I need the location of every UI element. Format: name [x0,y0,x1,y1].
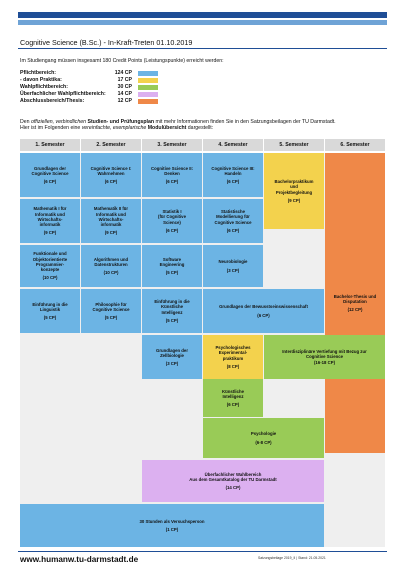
module-text-line: Informatik und [96,211,126,217]
module-text-line: Science) [163,219,181,225]
module-algorithmen [81,245,141,287]
module-psychologie [203,418,324,458]
credit-color-swatch [138,92,158,97]
module-text-line: Cognitive Science [214,219,252,225]
module-text-line: Intelligenz [222,393,244,399]
module-text-line: Linguistik [39,306,61,312]
credit-value: 17 CP [117,77,132,83]
module-text-line: (6 CP) [226,227,240,233]
credit-value: 124 CP [114,70,132,76]
module-text-line: Cognitive Science II: [150,165,194,171]
module-text-line: und [290,184,298,190]
module-text-line: (3 CP) [226,267,240,273]
module-text-line: Statistik I [162,208,182,214]
credit-value: 12 CP [117,98,132,104]
module-text-line: Informatik und [35,211,65,217]
module-text-line: (8 CP) [226,363,240,369]
text-run: dargestellt: [186,125,214,132]
module-text-line: (6 CP) [165,227,179,233]
module-cogsci-1 [81,153,141,197]
module-text-line: (6-8 CP) [255,439,272,445]
text-run-bold: Studien- und Prüfungsplan [86,119,155,125]
semester-header: 6. Semester [325,139,385,151]
module-text-line: Handeln [224,170,242,176]
module-text-line: (6 CP) [257,312,270,318]
module-statistische-modellierung [203,199,263,243]
module-cogsci-3 [203,153,263,197]
credit-label: Wahlpflichtbereich: [20,84,68,90]
credit-value: 14 CP [117,91,132,97]
module-text-line: Datenstrukturen [94,261,128,267]
credit-label: Überfachlicher Wahlpflichtbereich: [20,91,106,97]
module-text-line: Cognitive Science I: [90,165,132,171]
module-text-line: Mathematik I für [33,206,67,212]
module-grundlagen-cogsci [20,153,80,197]
module-text-line: (5 CP) [104,315,118,321]
module-text-line: informatik [100,222,122,228]
footer-divider [18,551,387,552]
module-text-line: Zellbiologie [160,352,184,358]
module-text-line: (12 CP) [347,307,363,313]
text-run: Hier ist im Folgenden eine [20,125,82,132]
info-paragraph [20,119,390,132]
text-run-italic: vereinfachte, exemplarische [81,125,147,132]
module-text-line: (6 CP) [43,179,57,185]
module-text-line: (10 CP) [103,270,119,276]
module-text-line: (5 CP) [43,315,57,321]
module-text-line: (5 CP) [165,270,179,276]
header-bar-light [18,20,387,25]
module-text-line: Programmier- [35,261,65,267]
credit-label: Pflichtbereich: [20,70,57,76]
footer-url[interactable]: www.humanw.tu-darmstadt.de [20,555,139,564]
module-text-line: informatik [39,222,61,228]
module-ueberfachlicher-wahlbereich [142,460,324,502]
info-line [20,125,390,131]
text-run-italic: offiziellen, verbindlichen [30,119,87,125]
module-text-line: Wirtschafts- [98,216,124,222]
module-psych-praktikum [203,335,263,379]
module-text-line: (14 CP) [225,485,241,491]
module-bachelor-thesis [325,153,385,453]
module-text-line: Objektorientierte [32,256,68,262]
module-text-line: (6 CP) [226,179,240,185]
module-software-engineering [142,245,202,287]
module-statistik-1 [142,199,202,243]
module-text-line: Bachelor-Thesis und [333,293,377,299]
credit-color-swatch [138,71,158,76]
module-text-line: (9 CP) [43,230,57,236]
module-text-line: (5 CP) [165,317,179,323]
credit-label: - davon Praktika: [20,77,62,83]
module-text-line: Experimental- [218,350,248,356]
module-bewusstseinswissenschaft [203,289,324,333]
module-text-line: Projektbegleitung [275,189,313,195]
module-text-line: (10 CP) [42,275,58,281]
module-text-line: Grundlagen der [34,165,66,171]
module-text-line: Grundlagen der [156,347,188,353]
module-text-line: (1 CP) [165,527,179,532]
module-text-line: Cognitive Science III: [211,165,255,171]
header-bar-dark [18,12,387,18]
page-title: Cognitive Science (B.Sc.) - In-Kraft-Treten 01.10.2019 [20,38,193,47]
module-zellbiologie [142,335,202,379]
module-text-line: Funktionale und [33,251,67,257]
credit-color-swatch [138,78,158,83]
text-run-bold: Modulübersicht [146,125,187,132]
module-text-line: Algorithmen und [93,256,129,262]
module-text-line: Psychologie [250,431,277,437]
module-philosophie [81,289,141,333]
module-text-line: (6 CP) [165,179,179,185]
module-interdisziplinaere-vertiefung [264,335,385,379]
module-text-line: (9 CP) [104,230,118,236]
module-text-line: Engineering [159,261,185,267]
credit-label: Abschlussbereich/Thesis: [20,98,85,104]
module-text-line: Modellierung für [216,214,250,220]
module-text-line: Aus dem Gesamtkatalog der TU Darmstadt [189,476,277,482]
module-mathe-2 [81,199,141,243]
module-text-line: (3 CP) [165,361,179,367]
module-text-line: praktikum [222,355,244,361]
module-text-line: (16-18 CP) [313,359,335,365]
module-text-line: (für Cognitive [158,214,186,220]
module-text-line: Künstliche [222,388,244,394]
text-run: mit mehr Informationen finden Sie in den Satzungsbeilagen der TU Darmstadt. [154,119,336,125]
module-cogsci-2 [142,153,202,197]
module-text-line: Philosophie für [95,301,127,307]
module-text-line: Grundlagen der Bewusstseinswissenschaft [219,304,308,310]
module-text-line: Intelligenz [161,309,183,315]
module-text-line: Einführung in die [154,298,190,304]
module-text-line: Statistische [220,208,246,214]
module-text-line: Wahrnehmen [97,170,125,176]
module-kuenstliche-intelligenz [203,379,263,417]
module-text-line: Künstliche [161,304,183,310]
module-text-line: Mathematik II für [93,206,129,212]
semester-header: 3. Semester [142,139,202,151]
module-mathe-1 [20,199,80,243]
text-run: Den [20,119,31,125]
semester-header: 5. Semester [264,139,324,151]
module-funktionale-programmierung [20,245,80,287]
semester-header: 4. Semester [203,139,263,151]
title-divider [18,48,387,49]
module-text-line: (6 CP) [104,179,118,185]
module-neurobiologie [203,245,263,287]
module-bachelorpraktikum [264,153,324,229]
module-text-line: Disputation [343,298,367,304]
module-text-line: Neurobiologie [218,259,248,265]
module-text-line: Cognitive Science [92,306,130,312]
module-text-line: Wirtschafts- [37,216,63,222]
intro-text: Im Studiengang müssen insgesamt 180 Credit Points (Leistungspunkte) erreicht werden: [20,58,224,64]
module-einfuehrung-ki [142,289,202,333]
module-text-line: Bachelorpraktikum [274,178,314,184]
credit-value: 30 CP [117,84,132,90]
module-text-line: konzepte [40,267,60,273]
module-text-line: Software [162,256,182,262]
module-text-line: (9 CP) [287,197,301,203]
module-text-line: Überfachlicher Wahlbereich [204,471,262,477]
footer-note: Satzungsbeilage 2019_II | Stand: 21.05.2021 [258,556,326,560]
semester-header: 2. Semester [81,139,141,151]
module-einfuehrung-linguistik [20,289,80,333]
module-text-line: Einführung in die [32,301,68,307]
semester-header: 1. Semester [20,139,80,151]
module-versuchsperson [20,504,324,547]
module-text-line: Psychologisches [215,344,251,350]
module-text-line: Denken [164,170,180,176]
credit-color-swatch [138,85,158,90]
module-text-line: (6 CP) [226,402,240,408]
credit-color-swatch [138,99,158,104]
module-text-line: Interdisziplinäre Vertiefung mit Bezug zur [282,349,367,355]
module-text-line: Cognitive Science [31,170,69,176]
module-text-line: Cognitive Science [305,354,343,360]
module-text-line: 30 Stunden als Versuchsperson [139,518,205,524]
